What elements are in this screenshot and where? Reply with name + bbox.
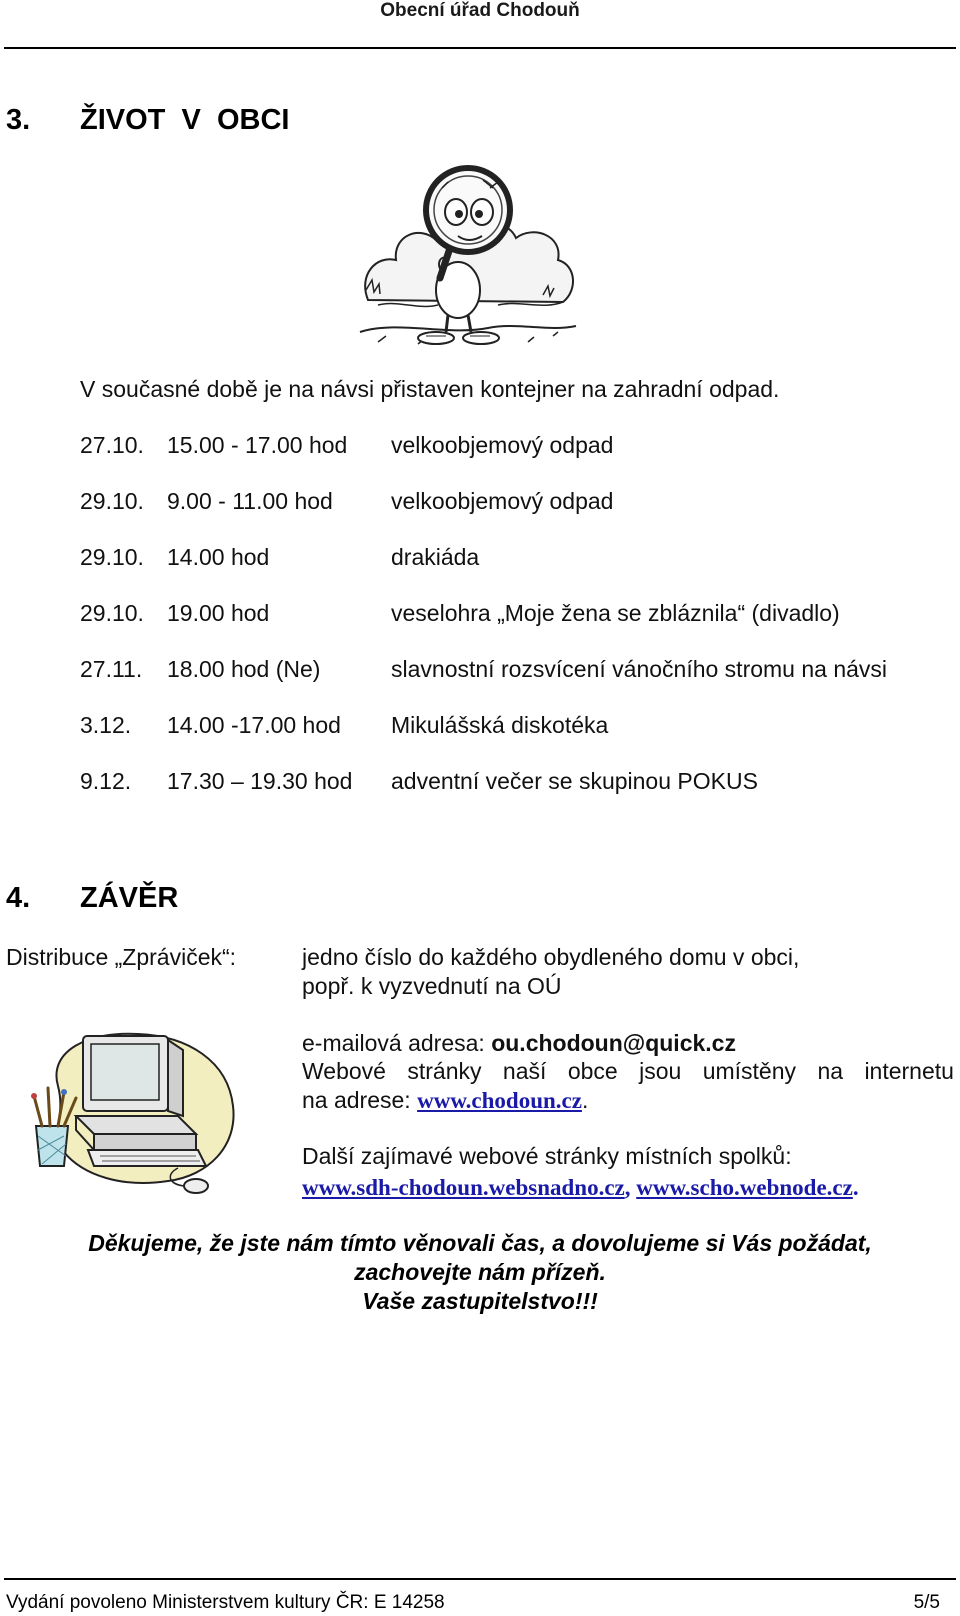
event-time: 14.00 -17.00 hod [167,712,341,738]
web-word: umístěny [702,1058,797,1084]
section-3-number: 3. [6,104,31,136]
email-address[interactable]: ou.chodoun@quick.cz [491,1030,736,1056]
event-row [80,768,950,798]
web-word: obce [567,1058,618,1084]
event-row [80,712,950,742]
event-row [80,544,950,574]
distribution-line-2: popř. k vyzvednutí na OÚ [302,973,562,999]
thanks-line-2: zachovejte nám přízeň. [354,1259,606,1285]
scho-link[interactable]: www.scho.webnode.cz [636,1175,853,1200]
event-row [80,432,950,462]
distribution-line-1: jedno číslo do každého obydleného domu v obci, [302,944,800,970]
sdh-link[interactable]: www.sdh-chodoun.websnadno.cz [302,1175,625,1200]
event-name: velkoobjemový odpad [391,432,614,458]
event-name: slavnostní rozsvícení vánočního stromu na návsi [391,656,888,682]
event-row [80,656,950,686]
header-title: Obecní úřad Chodouň [380,0,580,21]
header-divider [4,47,956,49]
event-name: velkoobjemový odpad [391,488,614,514]
thanks-line-1: Děkujeme, že jste nám tímto věnovali čas, a dovolujeme si Vás požádat, [88,1230,872,1256]
event-date: 3.12. [80,712,132,738]
clubs-links [302,1174,859,1201]
event-time: 17.30 – 19.30 hod [167,768,353,794]
event-row [80,600,950,630]
event-date: 29.10. [80,600,144,626]
distribution-label: Distribuce „Zpráviček“: [6,944,237,970]
web-line-2 [302,1087,588,1114]
event-date: 29.10. [80,544,144,570]
web-word: stránky [407,1058,482,1084]
event-name: veselohra „Moje žena se zbláznila“ (divadlo) [391,600,840,626]
section-4-title: ZÁVĚR [80,882,179,914]
web-prefix: na adrese: [302,1087,418,1113]
footer-divider [4,1578,956,1580]
event-time: 14.00 hod [167,544,270,570]
thanks-line-3: Vaše zastupitelstvo!!! [362,1288,598,1314]
web-word: na [817,1058,844,1084]
page-number: 5/5 [913,1592,940,1613]
computer-illustration [28,1026,238,1196]
email-line [302,1030,736,1057]
event-time: 18.00 hod (Ne) [167,656,321,682]
website-link[interactable]: www.chodoun.cz [417,1088,582,1113]
web-word: Webové [302,1058,386,1084]
web-word: internetu [864,1058,954,1084]
clubs-end: . [852,1175,859,1200]
clubs-separator: , [624,1175,637,1200]
footer-permit: Vydání povoleno Ministerstvem kultury ČR: E 14258 [6,1592,445,1613]
clubs-label: Další zajímavé webové stránky místních spolků: [302,1143,792,1169]
web-word: jsou [639,1058,682,1084]
section-4-number: 4. [6,882,31,914]
container-notice: V současné době je na návsi přistaven kontejner na zahradní odpad. [80,376,780,402]
event-date: 27.11. [80,656,143,682]
web-line-1 [302,1058,954,1085]
event-name: adventní večer se skupinou POKUS [391,768,758,794]
event-date: 29.10. [80,488,144,514]
event-date: 27.10. [80,432,144,458]
event-name: Mikulášská diskotéka [391,712,609,738]
event-time: 15.00 - 17.00 hod [167,432,348,458]
event-row [80,488,950,518]
event-time: 19.00 hod [167,600,270,626]
event-date: 9.12. [80,768,132,794]
email-label: e-mailová adresa: [302,1030,492,1056]
web-word: naší [502,1058,547,1084]
magnifying-glass-illustration [358,160,578,350]
event-name: drakiáda [391,544,480,570]
web-suffix: . [581,1087,589,1113]
section-3-title: ŽIVOT V OBCI [80,104,290,136]
event-time: 9.00 - 11.00 hod [167,488,333,514]
